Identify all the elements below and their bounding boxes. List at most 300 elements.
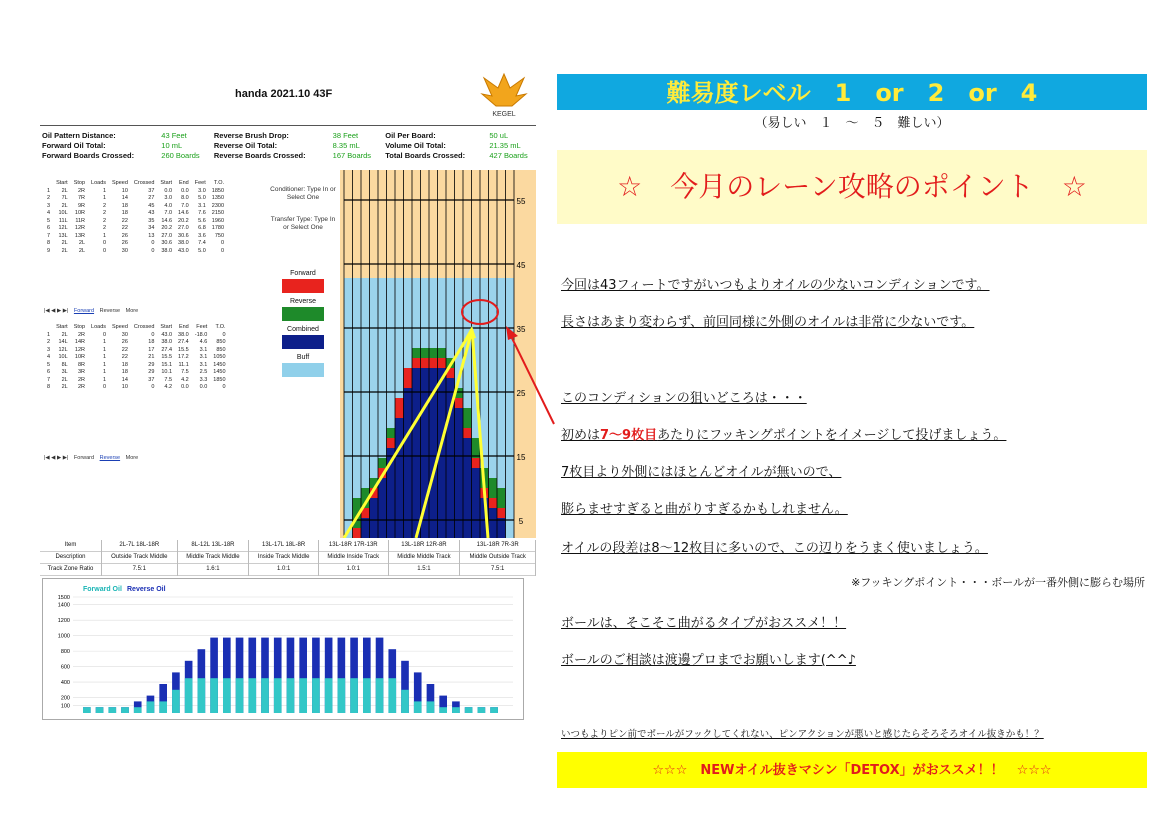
table-cell[interactable]: 37 xyxy=(148,376,155,383)
zone-cell: Outside Track Middle xyxy=(101,552,177,564)
table-cell[interactable]: 850 xyxy=(216,339,226,345)
reverse-oil-bar xyxy=(427,701,435,713)
table-cell[interactable]: 14.6 xyxy=(161,217,173,224)
combined-oil-column xyxy=(472,468,481,538)
reverse-oil-bar xyxy=(325,678,333,713)
table-cell[interactable]: 7.5 xyxy=(164,376,173,383)
table-cell[interactable]: 1 xyxy=(102,195,107,201)
table-cell[interactable]: 10 xyxy=(121,187,128,194)
table-cell[interactable]: 0 xyxy=(102,240,107,246)
table-row: 4 10L 10R 2 18 43 7.0 14.6 7.6 2150 xyxy=(44,210,227,218)
table-cell[interactable]: 26 xyxy=(121,240,128,246)
table-cell[interactable]: 1780 xyxy=(211,225,225,231)
table-cell[interactable]: 13R xyxy=(74,232,86,239)
table-cell[interactable]: 3.3 xyxy=(199,376,208,383)
table-cell[interactable]: 21 xyxy=(148,354,155,360)
reverse-oil-bar xyxy=(414,701,422,713)
table-row: 9 2L 2L 0 30 0 38.0 43.0 5.0 0 xyxy=(44,248,227,256)
table-cell[interactable]: 3.0 xyxy=(164,195,173,201)
table-cell[interactable]: 18 xyxy=(121,369,128,375)
table-cell[interactable]: 7.0 xyxy=(164,210,173,216)
stats-row xyxy=(40,151,540,161)
table-cell[interactable]: 10L xyxy=(58,354,68,360)
stat-value: 50 uL xyxy=(489,131,509,140)
combined-oil-column xyxy=(404,388,413,538)
column-header: Start xyxy=(56,180,68,186)
table-cell[interactable]: 0.0 xyxy=(181,187,189,194)
reverse-oil-bar xyxy=(363,678,371,713)
point-title: ☆ 今月のレーン攻略のポイント ☆ xyxy=(557,150,1147,224)
stat-label: Oil Per Board: xyxy=(385,131,436,140)
table-cell[interactable]: 15.5 xyxy=(178,346,189,353)
table-row: 2 14L 14R 1 26 18 38.0 27.4 4.6 850 xyxy=(44,339,229,347)
stat-value: 43 Feet xyxy=(161,131,187,140)
reverse-oil-bar xyxy=(401,690,409,713)
table-cell[interactable]: 18 xyxy=(148,339,155,345)
column-header: Start xyxy=(56,324,68,330)
table-cell[interactable]: 2L xyxy=(61,202,68,209)
table-cell[interactable]: 1960 xyxy=(211,217,225,224)
table-cell[interactable]: 0 xyxy=(102,247,107,254)
table-row: 7 2L 2R 1 14 37 7.5 4.2 3.3 1850 xyxy=(44,377,229,385)
table-cell[interactable]: 27.0 xyxy=(178,225,189,231)
table-cell[interactable]: 7.5 xyxy=(181,369,189,375)
table-cell[interactable]: 0 xyxy=(151,384,155,390)
table-cell[interactable]: 1850 xyxy=(211,187,225,194)
table-cell[interactable]: 2L xyxy=(61,384,68,390)
table-cell[interactable]: 2R xyxy=(77,331,86,338)
zone-row xyxy=(40,540,536,552)
zone-cell: 1.5:1 xyxy=(388,564,460,576)
legend-label: Combined xyxy=(287,326,319,333)
table-cell[interactable]: 10R xyxy=(74,354,86,360)
stat-value: 21.35 mL xyxy=(489,141,521,150)
table-cell[interactable]: 0 xyxy=(151,240,155,246)
combined-oil-column xyxy=(455,408,464,538)
table-cell[interactable]: 2R xyxy=(77,384,86,390)
table-cell[interactable]: 6.8 xyxy=(198,225,206,231)
table-cell[interactable]: 0 xyxy=(102,384,107,390)
table-cell[interactable]: 3.6 xyxy=(198,232,206,239)
table-cell[interactable]: 3L xyxy=(61,369,68,375)
reverse-oil-bar xyxy=(236,678,244,713)
table-cell[interactable]: 22 xyxy=(121,225,128,231)
y-tick-label: 1400 xyxy=(57,602,70,609)
table-cell[interactable]: 11R xyxy=(75,217,86,224)
table-row: 6 12L 12R 2 22 34 20.2 27.0 6.8 1780 xyxy=(44,225,227,233)
table-cell[interactable]: 14L xyxy=(58,339,68,345)
table-cell[interactable]: 43 xyxy=(148,210,155,216)
table-cell[interactable]: 0.0 xyxy=(181,384,189,390)
table-cell[interactable]: 34 xyxy=(148,225,155,231)
table-cell[interactable]: 0.0 xyxy=(164,187,173,194)
kegel-logo xyxy=(478,70,530,126)
pointer-arrow xyxy=(500,320,560,430)
table-cell[interactable]: 18 xyxy=(121,361,128,368)
reverse-oil-bar xyxy=(439,707,447,713)
tab-forward[interactable]: Forward xyxy=(73,308,95,314)
y-tick-label: 400 xyxy=(60,680,70,687)
reverse-oil-bar xyxy=(376,678,384,713)
reverse-oil-bar xyxy=(185,678,193,713)
forward-sheet-tabs xyxy=(44,308,142,314)
table-cell[interactable]: 15.5 xyxy=(161,354,173,360)
table-cell[interactable]: 3R xyxy=(77,369,86,375)
table-row: 3 2L 9R 2 18 45 4.0 7.0 3.1 2300 xyxy=(44,203,227,211)
stat-value: 10 mL xyxy=(161,141,183,150)
oil-removal-note: いつもよりピン前でボールがフックしてくれない、ピンアクションが悪いと感じたらそろそろオイル抜きかも！？ xyxy=(561,729,1044,740)
stat-label: Reverse Boards Crossed: xyxy=(213,151,306,160)
table-cell[interactable]: 17 xyxy=(148,346,155,353)
table-cell[interactable]: 30.6 xyxy=(178,232,189,239)
reverse-oil-bar xyxy=(299,678,307,713)
table-cell[interactable]: 38.0 xyxy=(178,240,189,246)
table-cell[interactable]: 1450 xyxy=(213,369,226,375)
table-cell[interactable]: 26 xyxy=(121,232,128,239)
reverse-oil-bar xyxy=(388,678,396,713)
table-cell[interactable]: 1850 xyxy=(213,376,226,383)
table-cell[interactable]: 2R xyxy=(77,376,86,383)
detox-banner: ☆☆☆ NEWオイル抜きマシン「DETOX」がおススメ！！ ☆☆☆ xyxy=(557,752,1147,788)
y-tick-label: 200 xyxy=(60,695,70,702)
comment-line-6: 膨らませすぎると曲がりすぎるかもしれません。 xyxy=(561,502,848,517)
table-cell[interactable]: 4.2 xyxy=(181,376,189,383)
column-header: Loads xyxy=(91,324,107,330)
table-cell[interactable]: 26 xyxy=(121,339,128,345)
reverse-oil-bar xyxy=(159,701,167,713)
combined-oil-column xyxy=(361,518,370,538)
reverse-oil-bar xyxy=(108,707,116,713)
reverse-oil-bar xyxy=(96,707,104,713)
tab-forward[interactable]: Forward xyxy=(73,455,95,461)
reverse-oil-bar xyxy=(261,678,269,713)
distance-label: 45 xyxy=(516,261,526,270)
stat-label: Oil Pattern Distance: xyxy=(42,131,116,140)
stat-value: 167 Boards xyxy=(332,151,372,160)
table-cell[interactable]: 43.0 xyxy=(178,247,189,254)
tab-more[interactable]: More xyxy=(125,455,139,461)
distance-label: 15 xyxy=(516,453,526,462)
table-cell[interactable]: 8L xyxy=(61,361,68,368)
reverse-oil-bar xyxy=(452,707,460,713)
zone-row xyxy=(40,564,536,576)
tab-reverse[interactable]: Reverse xyxy=(99,308,121,314)
column-header: Crossed xyxy=(133,180,155,186)
zone-cell: 7.5:1 xyxy=(460,564,536,576)
difficulty-scale: （易しい １ ～ ５ 難しい） xyxy=(754,116,950,131)
combined-oil-column xyxy=(412,368,421,538)
table-cell[interactable]: 7R xyxy=(77,195,86,201)
column-header: T.O. xyxy=(215,324,226,330)
zone-cell: 7.5:1 xyxy=(101,564,177,576)
table-cell[interactable]: 1 xyxy=(102,232,107,239)
table-cell[interactable]: 12R xyxy=(74,225,86,231)
table-cell[interactable]: 2L xyxy=(61,187,68,194)
table-cell[interactable]: 10 xyxy=(121,384,128,390)
table-cell[interactable]: 22 xyxy=(121,217,128,224)
distance-label: 55 xyxy=(516,197,526,206)
legend-forward-oil: Forward Oil xyxy=(83,586,122,593)
zone-cell: 13L-18R 17R-13R xyxy=(318,540,388,552)
table-cell[interactable]: 2300 xyxy=(211,202,225,209)
comment-pre: 初めは xyxy=(561,428,601,443)
legend-label: Buff xyxy=(296,354,310,361)
table-cell[interactable]: 3.1 xyxy=(199,361,208,368)
comment-line-2: 長さはあまり変わらず、前回同様に外側のオイルは非常に少ないです。 xyxy=(561,315,975,330)
table-cell[interactable]: 30 xyxy=(121,247,128,254)
legend-swatch-forward xyxy=(282,279,324,293)
table-cell[interactable]: 29 xyxy=(148,369,155,375)
table-cell[interactable]: 2150 xyxy=(211,210,225,216)
table-cell[interactable]: 0 xyxy=(151,331,155,338)
table-row: 6 3L 3R 1 18 29 10.1 7.5 2.5 1450 xyxy=(44,369,229,377)
table-row: 5 11L 11R 2 22 35 14.6 20.2 5.6 1960 xyxy=(44,218,227,226)
table-cell[interactable]: 18 xyxy=(121,202,128,209)
stat-value: 8.35 mL xyxy=(332,141,360,150)
table-cell[interactable]: 30.6 xyxy=(161,240,173,246)
table-cell[interactable]: 2.5 xyxy=(199,369,208,375)
pattern-stats xyxy=(40,131,540,161)
column-header: End xyxy=(178,324,189,330)
table-cell[interactable]: 1450 xyxy=(213,361,226,368)
column-header: Speed xyxy=(112,180,128,186)
table-cell[interactable]: 12L xyxy=(58,225,68,231)
reverse-oil-bar xyxy=(287,678,295,713)
stats-row xyxy=(40,131,540,141)
column-header: Stop xyxy=(73,180,86,186)
zone-cell: Track Zone Ratio xyxy=(40,564,101,576)
table-row: 7 13L 13R 1 26 13 27.0 30.6 3.6 750 xyxy=(44,233,227,241)
table-cell[interactable]: 1 xyxy=(102,354,107,360)
stat-label: Reverse Oil Total: xyxy=(213,141,278,150)
table-cell[interactable]: 2 xyxy=(102,225,107,231)
conditioner-select[interactable]: Conditioner: Type In or Select One xyxy=(270,186,336,201)
table-cell[interactable]: 27.0 xyxy=(161,232,173,239)
column-header: Loads xyxy=(91,180,107,186)
table-cell[interactable]: 3.1 xyxy=(199,346,208,353)
table-cell[interactable]: 30 xyxy=(121,331,128,338)
table-cell[interactable]: 4.6 xyxy=(199,339,208,345)
comment-line-8: ボールは、そこそこ曲がるタイプがおススメ！！ xyxy=(561,616,847,631)
column-header: Crossed xyxy=(133,324,155,330)
table-cell[interactable]: 10.1 xyxy=(161,369,173,375)
legend-swatch-reverse xyxy=(282,307,324,321)
reverse-oil-bar xyxy=(478,707,486,713)
legend-reverse-oil: Reverse Oil xyxy=(127,586,166,593)
table-cell[interactable]: 8R xyxy=(77,361,86,368)
table-cell[interactable]: 35 xyxy=(148,217,155,224)
table-cell[interactable]: 2 xyxy=(102,202,107,209)
table-cell[interactable]: 2L xyxy=(78,240,86,246)
table-cell[interactable]: 4.2 xyxy=(164,384,173,390)
table-cell[interactable]: 38.0 xyxy=(161,339,173,345)
combined-oil-column xyxy=(378,478,387,538)
zone-cell: Middle Inside Track xyxy=(318,552,388,564)
legend-label: Forward xyxy=(290,270,316,277)
table-cell[interactable]: 0 xyxy=(222,384,226,390)
y-tick-label: 1000 xyxy=(57,633,70,640)
table-cell[interactable]: 15.1 xyxy=(161,361,173,368)
table-cell[interactable]: 22 xyxy=(121,354,128,360)
zone-cell: 13L-18R 12R-8R xyxy=(388,540,460,552)
table-row: 2 7L 7R 1 14 27 3.0 8.0 5.0 1350 xyxy=(44,195,227,203)
tab-reverse[interactable]: Reverse xyxy=(99,455,121,461)
table-cell[interactable]: 1 xyxy=(102,339,107,345)
table-cell[interactable]: 29 xyxy=(148,361,155,368)
table-row: 8 2L 2R 0 10 0 4.2 0.0 0.0 0 xyxy=(44,384,229,392)
reverse-sheet-tabs xyxy=(44,455,142,461)
table-cell[interactable]: 1 xyxy=(102,346,107,353)
stat-label: Volume Oil Total: xyxy=(385,141,446,150)
table-cell[interactable]: 2R xyxy=(77,187,86,194)
table-cell[interactable]: 11.1 xyxy=(178,361,189,368)
comment-line-9: ボールのご相談は渡邊プロまでお願いします(^^♪ xyxy=(561,653,856,668)
table-cell[interactable]: 1 xyxy=(102,187,107,194)
zone-cell: Inside Track Middle xyxy=(249,552,319,564)
combined-oil-column xyxy=(497,518,506,538)
y-tick-label: 100 xyxy=(60,703,70,710)
y-tick-label: 1200 xyxy=(57,618,70,625)
table-cell[interactable]: 0 xyxy=(102,331,107,338)
table-cell[interactable]: 9R xyxy=(77,202,86,209)
distance-label: 5 xyxy=(518,517,524,526)
column-header: Start xyxy=(160,324,173,330)
table-cell[interactable]: 4.0 xyxy=(164,202,173,209)
zone-cell: 13L-18R 7R-3R xyxy=(460,540,536,552)
table-cell[interactable]: 43.0 xyxy=(161,331,173,338)
table-cell[interactable]: 17.2 xyxy=(178,354,189,360)
table-cell[interactable]: 7.0 xyxy=(181,202,189,209)
table-cell[interactable]: 2 xyxy=(102,217,107,224)
stat-value: 427 Boards xyxy=(489,151,528,160)
table-cell[interactable]: -18.0 xyxy=(194,331,208,338)
zone-cell: Description xyxy=(40,552,101,564)
reverse-oil-bar xyxy=(172,690,180,713)
reverse-load-table xyxy=(44,324,229,392)
stat-value: 38 Feet xyxy=(332,131,359,140)
table-cell[interactable]: 11L xyxy=(58,217,68,224)
tab-more[interactable]: More xyxy=(125,308,139,314)
table-cell[interactable]: 1 xyxy=(102,361,107,368)
table-cell[interactable]: 2 xyxy=(102,210,107,216)
reverse-oil-bar xyxy=(274,678,282,713)
reverse-oil-bar xyxy=(338,678,346,713)
table-cell[interactable]: 14 xyxy=(121,376,128,383)
table-cell[interactable]: 3.0 xyxy=(198,187,206,194)
table-cell[interactable]: 0 xyxy=(220,240,225,246)
table-cell[interactable]: 1050 xyxy=(213,354,226,360)
table-cell[interactable]: 750 xyxy=(214,232,225,239)
reverse-oil-bar xyxy=(350,678,358,713)
table-cell[interactable]: 10R xyxy=(74,210,86,216)
track-zone-table xyxy=(40,540,536,576)
table-cell[interactable]: 13 xyxy=(148,232,155,239)
table-cell[interactable]: 2L xyxy=(78,247,86,254)
table-cell[interactable]: 20.2 xyxy=(161,225,173,231)
comment-line-5: 7枚目より外側にはほとんどオイルが無いので、 xyxy=(561,465,842,480)
table-cell[interactable]: 0 xyxy=(151,247,155,254)
zone-cell: Middle Middle Track xyxy=(388,552,460,564)
zone-cell: 1.0:1 xyxy=(318,564,388,576)
zone-cell: 13L-17L 18L-8R xyxy=(249,540,319,552)
table-cell[interactable]: 7.6 xyxy=(198,210,206,216)
table-cell[interactable]: 8.0 xyxy=(181,195,189,201)
table-cell[interactable]: 10L xyxy=(58,210,68,216)
oil-legend xyxy=(278,270,328,382)
table-cell[interactable]: 2L xyxy=(61,247,68,254)
comment-line-4 xyxy=(561,424,1006,443)
zone-row xyxy=(40,552,536,564)
comment-highlight: 7～9枚目 xyxy=(600,428,658,443)
table-cell[interactable]: 2L xyxy=(61,331,68,338)
table-cell[interactable]: 3.1 xyxy=(199,354,208,360)
table-cell[interactable]: 12L xyxy=(58,346,68,353)
table-cell[interactable]: 22 xyxy=(121,346,128,353)
transfer-select[interactable]: Transfer Type: Type In or Select One xyxy=(270,216,336,231)
y-tick-label: 600 xyxy=(60,664,70,671)
reverse-oil-bar xyxy=(83,707,91,713)
table-cell[interactable]: 0 xyxy=(220,247,225,254)
column-header: Speed xyxy=(112,324,128,330)
table-cell[interactable]: 12R xyxy=(74,346,86,353)
table-cell[interactable]: 14R xyxy=(74,339,86,345)
table-cell[interactable]: 27 xyxy=(148,195,155,201)
table-cell[interactable]: 5.6 xyxy=(198,217,206,224)
table-cell[interactable]: 18 xyxy=(121,210,128,216)
table-cell[interactable]: 1 xyxy=(102,369,107,375)
table-cell[interactable]: 0 xyxy=(222,331,226,338)
difficulty-banner: 難易度レベル 1 or 2 or 4 xyxy=(557,74,1147,110)
table-cell[interactable]: 5.0 xyxy=(198,247,206,254)
table-row: 4 10L 10R 1 22 21 15.5 17.2 3.1 1050 xyxy=(44,354,229,362)
table-cell[interactable]: 38.0 xyxy=(161,247,173,254)
tab-nav-icon[interactable]: |◀ ◀ ▶ ▶| xyxy=(44,455,69,461)
table-cell[interactable]: 14.6 xyxy=(178,210,189,216)
tab-nav-icon[interactable]: |◀ ◀ ▶ ▶| xyxy=(44,308,69,314)
reverse-oil-bar xyxy=(210,678,218,713)
table-cell[interactable]: 20.2 xyxy=(178,217,189,224)
table-cell[interactable]: 1350 xyxy=(211,195,225,201)
legend-swatch-buff xyxy=(282,363,324,377)
table-cell[interactable]: 2L xyxy=(61,376,68,383)
table-cell[interactable]: 27.4 xyxy=(178,339,189,345)
table-cell[interactable]: 3.1 xyxy=(198,202,206,209)
table-cell[interactable]: 13L xyxy=(58,232,68,239)
forward-oil-column xyxy=(353,528,362,538)
table-cell[interactable]: 14 xyxy=(121,195,128,201)
table-cell[interactable]: 45 xyxy=(148,202,155,209)
stat-value: 260 Boards xyxy=(161,151,200,160)
table-cell[interactable]: 7L xyxy=(61,195,68,201)
column-header: End xyxy=(178,180,189,186)
reverse-oil-bar xyxy=(312,678,320,713)
table-cell[interactable]: 7.4 xyxy=(198,240,206,246)
table-cell[interactable]: 0.0 xyxy=(199,384,208,390)
table-cell[interactable]: 38.0 xyxy=(178,331,189,338)
zone-cell: 2L-7L 18L-18R xyxy=(101,540,177,552)
table-cell[interactable]: 5.0 xyxy=(198,195,206,201)
table-cell[interactable]: 2L xyxy=(61,240,68,246)
reverse-oil-bar xyxy=(198,678,206,713)
table-cell[interactable]: 37 xyxy=(148,187,155,194)
combined-oil-column xyxy=(463,438,472,538)
table-row: 8 2L 2L 0 26 0 30.6 38.0 7.4 0 xyxy=(44,240,227,248)
reverse-oil-bar xyxy=(223,678,231,713)
forward-load-table xyxy=(44,180,227,255)
table-cell[interactable]: 1 xyxy=(102,376,107,383)
table-cell[interactable]: 850 xyxy=(216,346,226,353)
table-cell[interactable]: 27.4 xyxy=(161,346,173,353)
